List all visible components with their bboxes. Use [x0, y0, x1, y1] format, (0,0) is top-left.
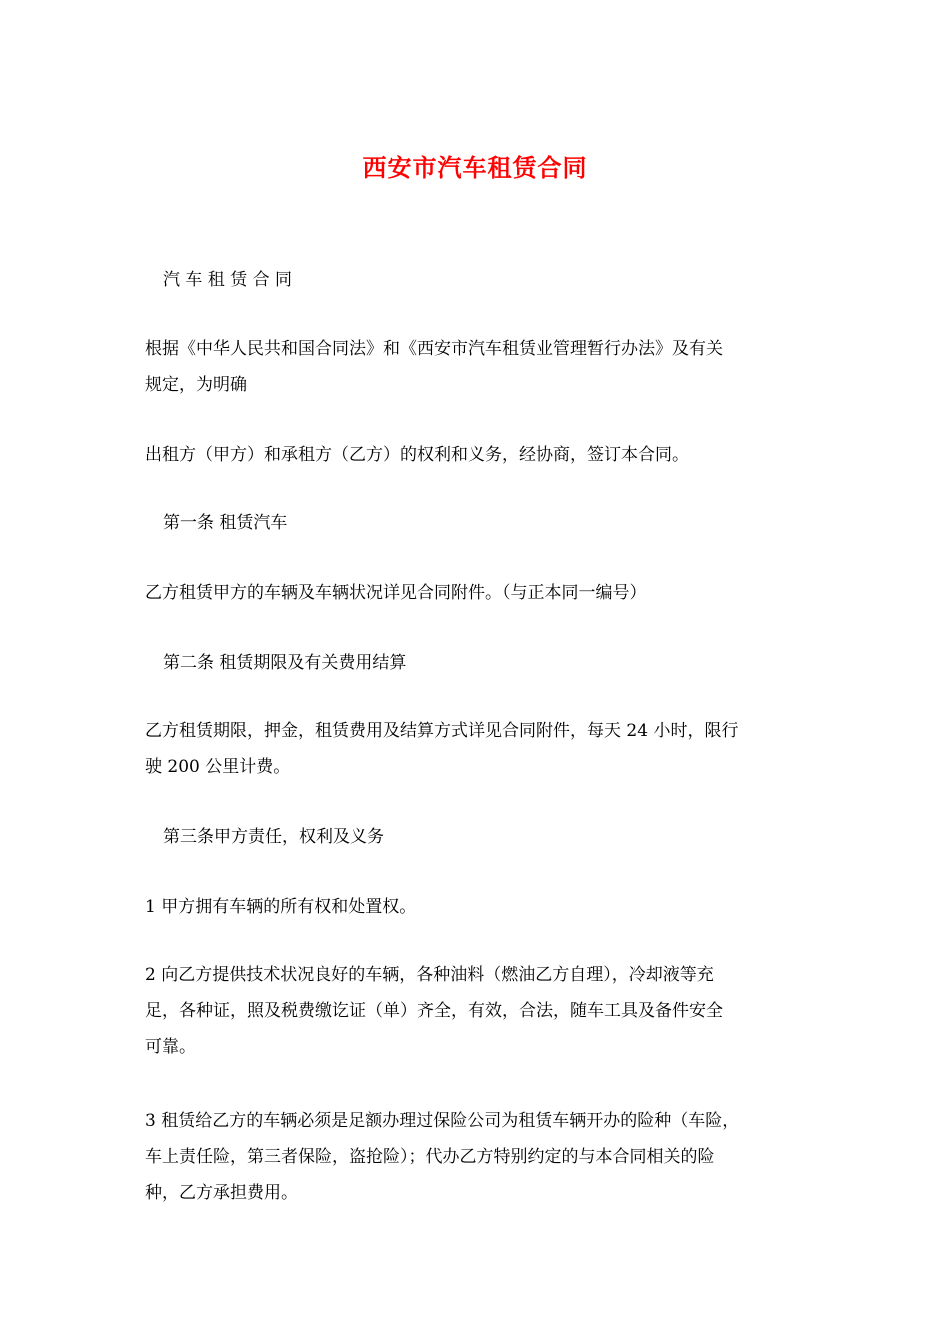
item-1-text: 1 甲方拥有车辆的所有权和处置权。 — [145, 897, 417, 917]
article-2-line-2: 驶 200 公里计费。 — [145, 757, 291, 777]
preamble-line-3: 出租方（甲方）和承租方（乙方）的权利和义务，经协商，签订本合同。 — [145, 445, 689, 465]
item-3-line-2: 车上责任险，第三者保险，盗抢险）；代办乙方特别约定的与本合同相关的险 — [145, 1147, 715, 1167]
item-3-line-1: 3 租赁给乙方的车辆必须是足额办理过保险公司为租赁车辆开办的险种（车险， — [145, 1111, 740, 1131]
article-2-heading: 第二条 租赁期限及有关费用结算 — [163, 653, 407, 673]
document-title: 西安市汽车租赁合同 — [362, 154, 588, 182]
item-2-line-2: 足，各种证，照及税费缴讫证（单）齐全，有效，合法，随车工具及备件安全 — [145, 1001, 723, 1021]
item-2-line-3: 可靠。 — [145, 1037, 196, 1057]
article-3-heading: 第三条甲方责任，权利及义务 — [163, 827, 384, 847]
article-1-heading: 第一条 租赁汽车 — [163, 513, 288, 533]
article-2-line-1: 乙方租赁期限，押金，租赁费用及结算方式详见合同附件，每天 24 小时，限行 — [145, 721, 739, 741]
preamble-line-2: 规定，为明确 — [145, 375, 247, 395]
contract-heading: 汽 车 租 赁 合 同 — [163, 270, 293, 290]
article-1-text: 乙方租赁甲方的车辆及车辆状况详见合同附件。（与正本同一编号） — [145, 583, 647, 603]
preamble-line-1: 根据《中华人民共和国合同法》和《西安市汽车租赁业管理暂行办法》及有关 — [145, 339, 723, 359]
item-2-line-1: 2 向乙方提供技术状况良好的车辆，各种油料（燃油乙方自理），冷却液等充 — [145, 965, 714, 985]
item-3-line-3: 种，乙方承担费用。 — [145, 1183, 298, 1203]
